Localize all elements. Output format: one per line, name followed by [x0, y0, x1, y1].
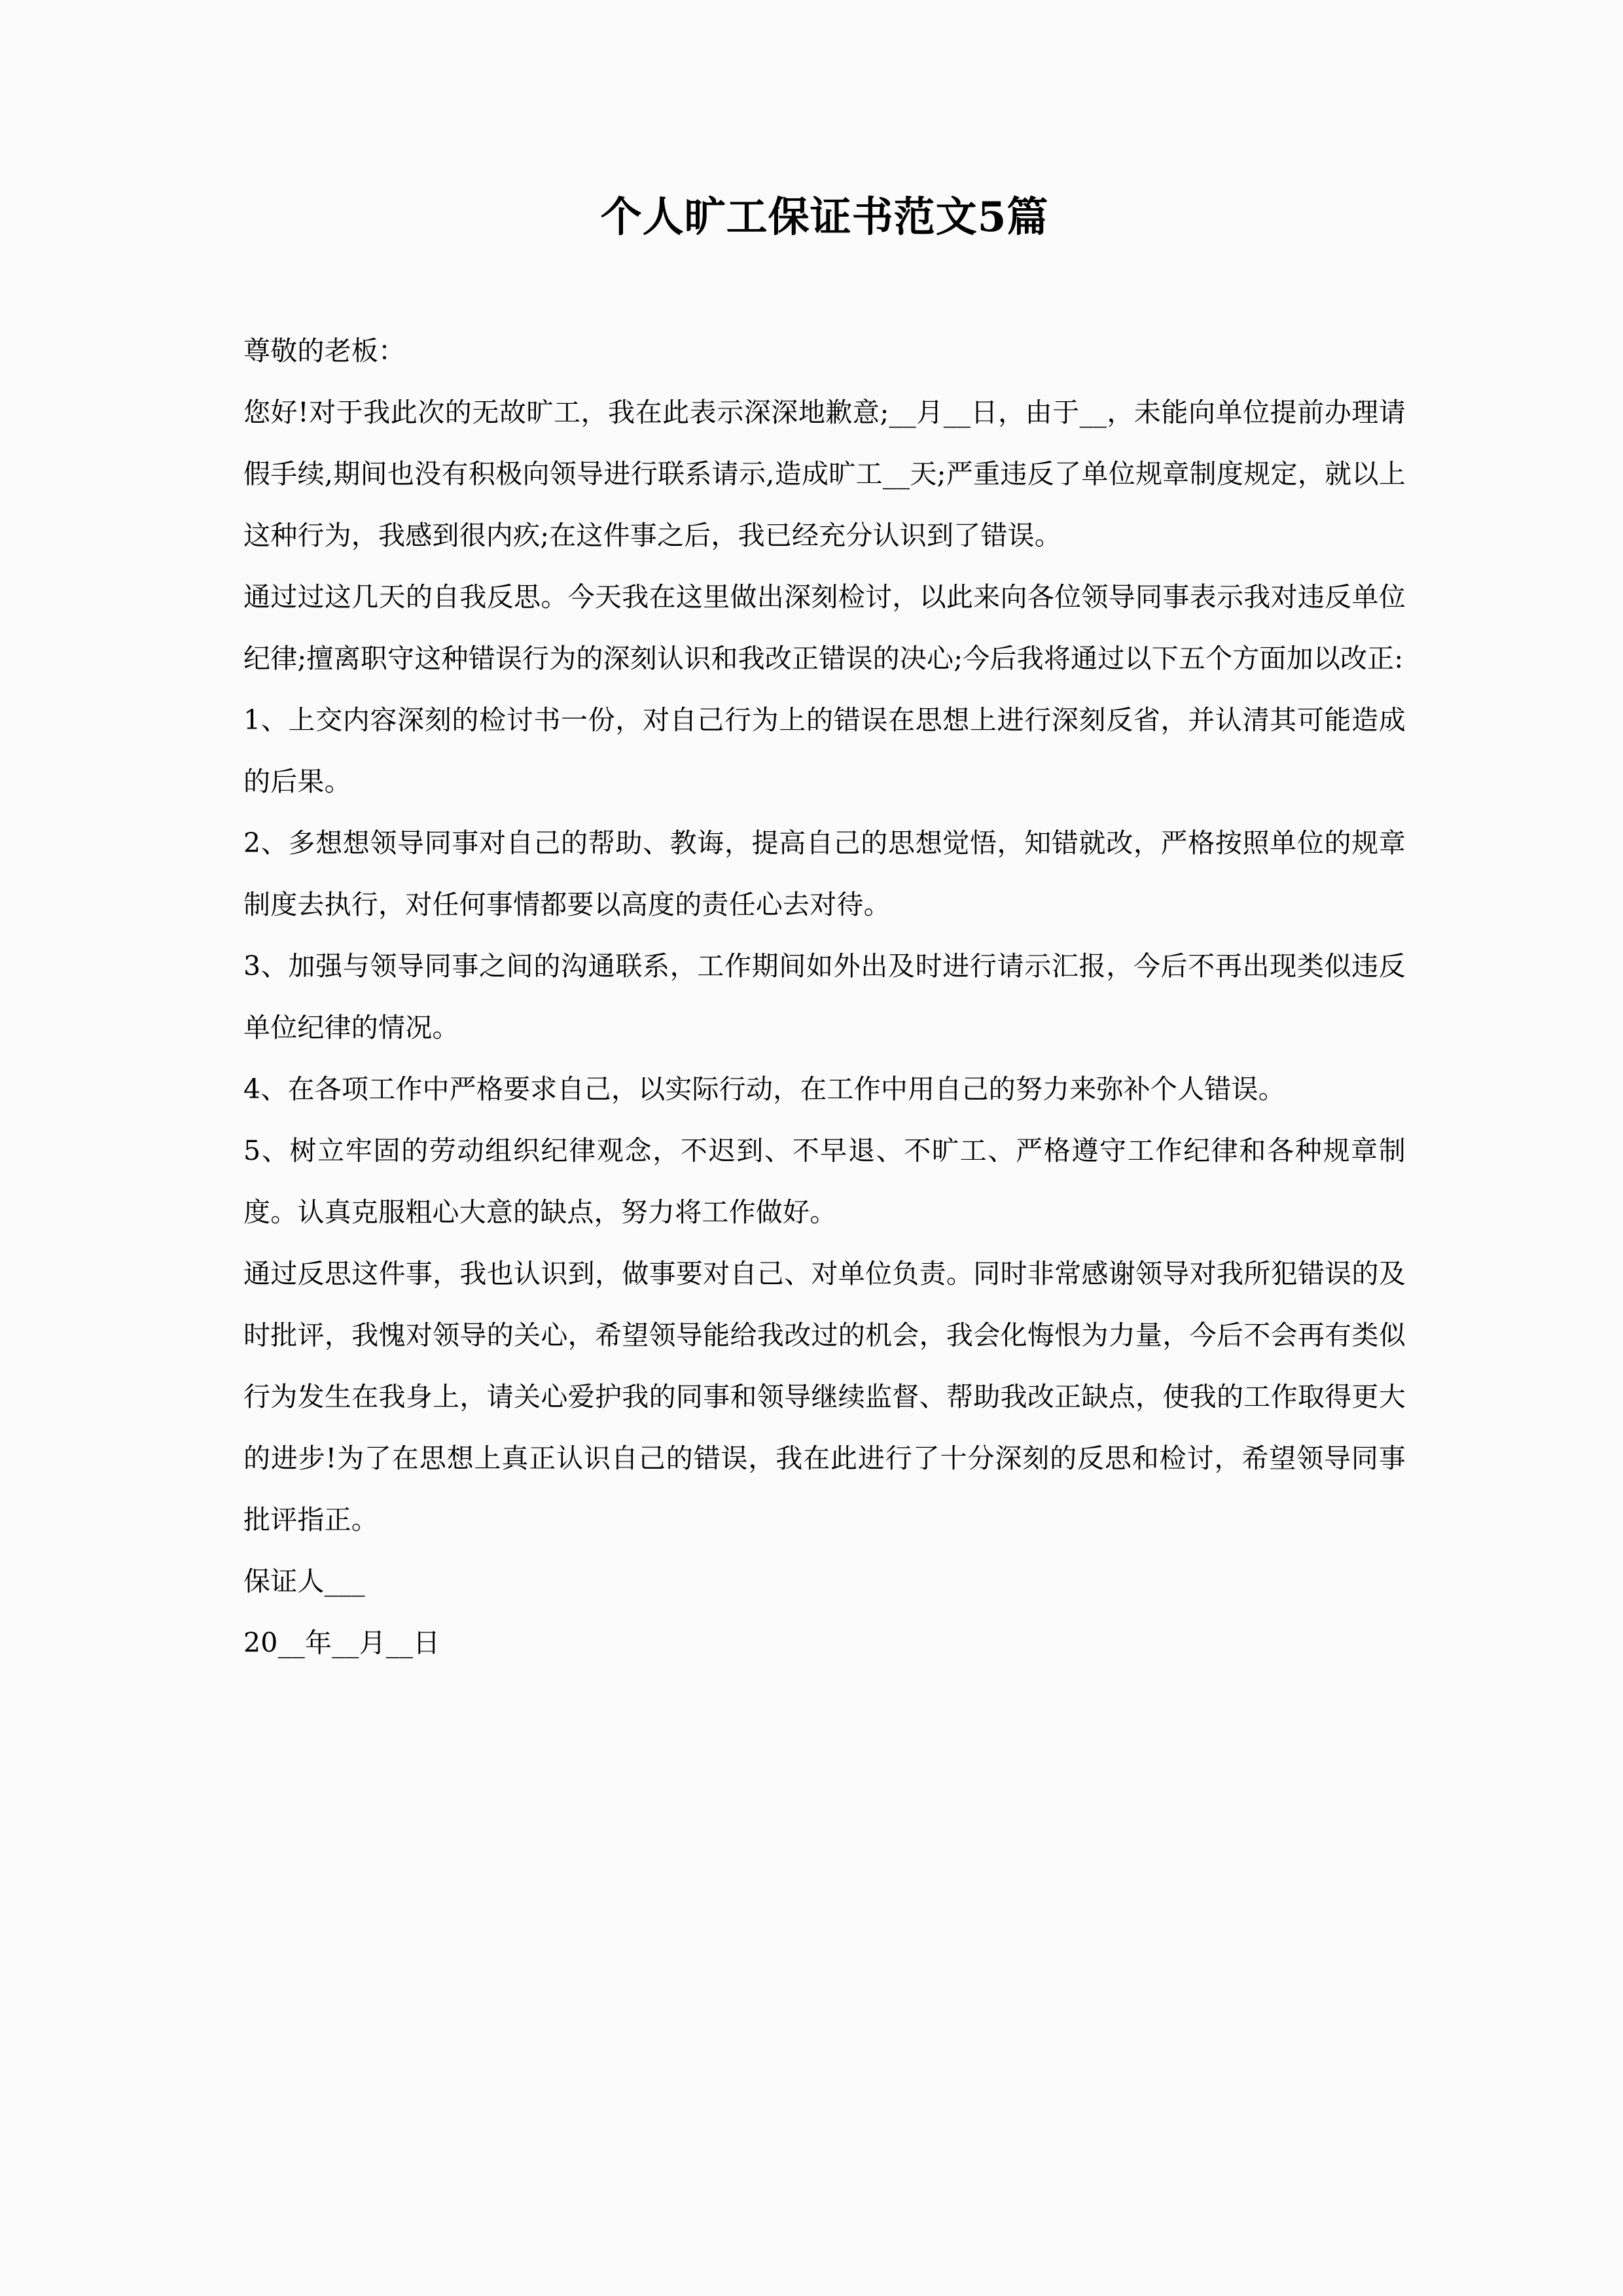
title-spacer	[243, 243, 1406, 320]
list-item-4: 4、在各项工作中严格要求自己，以实际行动，在工作中用自己的努力来弥补个人错误。	[243, 1073, 1285, 1105]
salutation: 尊敬的老板：	[243, 334, 406, 367]
paragraph-apology: 您好!对于我此次的无故旷工，我在此表示深深地歉意;__月__日，由于__，未能向单位提前办理请假手续,期间也没有积极向领导进行联系请示,造成旷工__天;严重违反了单位规章制度规定，就以上这种行为，我感到很内疚;在这件事之后，我已经充分认识到了错误。	[243, 396, 1406, 551]
list-item-2: 2、多想想领导同事对自己的帮助、教诲，提高自己的思想觉悟，知错就改，严格按照单位的规章制度去执行，对任何事情都要以高度的责任心去对待。	[243, 827, 1406, 920]
paragraph-reflection-intro: 通过过这几天的自我反思。今天我在这里做出深刻检讨，以此来向各位领导同事表示我对违反单位纪律;擅离职守这种错误行为的深刻认识和我改正错误的决心;今后我将通过以下五个方面加以改正:	[243, 581, 1406, 674]
page-title: 个人旷工保证书范文5篇	[600, 192, 1049, 241]
list-item-5: 5、树立牢固的劳动组织纪律观念，不迟到、不早退、不旷工、严格遵守工作纪律和各种规章制度。认真克服粗心大意的缺点，努力将工作做好。	[243, 1134, 1406, 1228]
signature-line: 保证人___	[243, 1565, 365, 1597]
document-body	[243, 0, 1406, 1674]
list-item-1: 1、上交内容深刻的检讨书一份，对自己行为上的错误在思想上进行深刻反省，并认清其可能造成的后果。	[243, 704, 1406, 797]
date-line: 20__年__月__日	[243, 1626, 440, 1659]
list-item-3: 3、加强与领导同事之间的沟通联系，工作期间如外出及时进行请示汇报，今后不再出现类似违反单位纪律的情况。	[243, 950, 1406, 1043]
paragraph-conclusion: 通过反思这件事，我也认识到，做事要对自己、对单位负责。同时非常感谢领导对我所犯错误的及时批评，我愧对领导的关心，希望领导能给我改过的机会，我会化悔恨为力量，今后不会再有类似行为发生在我身上，请关心爱护我的同事和领导继续监督、帮助我改正缺点，使我的工作取得更大的进步!为了在思想上真正认识自己的错误，我在此进行了十分深刻的反思和检讨，希望领导同事批评指正。	[243, 1257, 1406, 1535]
